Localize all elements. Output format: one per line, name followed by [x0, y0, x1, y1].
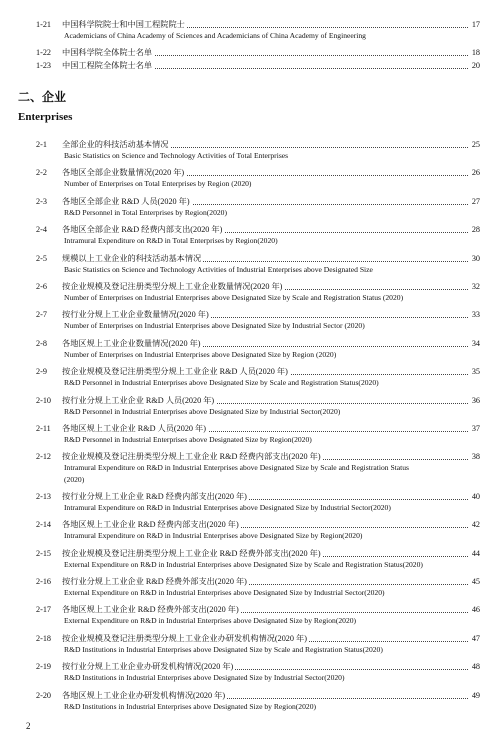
toc-entry-title-en: Number of Enterprises on Total Enterprises by Region (2020): [64, 179, 252, 189]
toc-entry-title-cn: 按行业分规上工业企业 R&D 人员(2020 年): [62, 395, 215, 405]
toc-entry-number: 2-10: [36, 395, 52, 405]
toc-entry-page: 20: [468, 61, 480, 71]
toc-entry: [0, 394, 500, 416]
toc-entry-title-en: Intramural Expenditure on R&D in Industrial Enterprises above Designated Size by Industrial Sector(2020): [64, 502, 391, 512]
toc-entry-page: 47: [468, 634, 480, 644]
toc-entry-number: 2-4: [36, 225, 47, 235]
toc-entry: [0, 422, 500, 444]
toc-entry: [0, 575, 500, 597]
toc-entry: [0, 337, 500, 359]
toc-entry-number: 2-8: [36, 338, 47, 348]
toc-entry-number: 2-20: [36, 690, 52, 700]
toc-entry-title-en: Intramural Expenditure on R&D in Industrial Enterprises above Designated Size by Region(2020): [64, 531, 363, 541]
toc-entry: [0, 59, 500, 71]
toc-entry-page: 37: [468, 424, 480, 434]
toc-entry-number: 2-1: [36, 140, 47, 149]
toc-entry-title-cn: 各地区全部企业 R&D 经费内部支出(2020 年): [62, 225, 223, 235]
toc-entry-title-en: R&D Institutions in Industrial Enterprises above Designated Size by Region(2020): [64, 701, 317, 711]
toc-entry-page: 27: [468, 197, 480, 207]
toc-entry-number: 2-3: [36, 196, 47, 206]
toc-entry-page: 38: [468, 452, 480, 462]
toc-entry-title-en: External Expenditure on R&D in Industrial Enterprises above Designated Size by Industrial Sector(2020): [64, 588, 385, 597]
toc-entry-number: 2-18: [36, 633, 52, 643]
toc-entry-number: 2-12: [36, 452, 52, 462]
toc-entry-number: 2-14: [36, 520, 52, 530]
toc-entry-page: 45: [468, 577, 480, 587]
toc-entry-title-cn: 全部企业的科技活动基本情况: [62, 140, 169, 149]
toc-entry-title-en-continued: (2020): [64, 475, 85, 485]
toc-entry-title-cn: 各地区规上工业企业办研发机构情况(2020 年): [62, 690, 226, 700]
toc-entry-title-cn: 中国科学院全体院士名单: [62, 48, 153, 57]
toc-entry-title-cn: 按行业分规上工业企业 R&D 经费外部支出(2020 年): [62, 577, 247, 586]
toc-entry-number: 2-15: [36, 548, 52, 558]
toc-entry-page: 33: [468, 310, 480, 320]
toc-entry-page: 36: [468, 396, 480, 406]
toc-entry: [0, 195, 500, 217]
toc-entry: [0, 308, 500, 331]
toc-entry-number: 2-19: [36, 662, 52, 672]
toc-entry-page: 32: [468, 282, 480, 292]
toc-entry-title-en: Number of Enterprises on Industrial Enterprises above Designated Size by Industrial Sector (2020): [64, 321, 365, 331]
toc-entry-title-en: R&D Personnel in Industrial Enterprises above Designated Size by Region(2020): [64, 435, 312, 444]
toc-entry: [0, 632, 500, 654]
toc-entry: [0, 490, 500, 512]
toc-entry-title-cn: 各地区全部企业数量情况(2020 年): [62, 168, 185, 178]
toc-entry-page: 25: [468, 140, 480, 150]
toc-entry: [0, 223, 500, 246]
toc-entry: [0, 166, 500, 189]
toc-entry-number: 2-9: [36, 367, 47, 377]
toc-entry-number: 2-5: [36, 253, 47, 263]
toc-entry-title-en: R&D Institutions in Industrial Enterprises above Designated Size by Industrial Sector(2020): [64, 673, 345, 683]
toc-entry-title-cn: 规模以上工业企业的科技活动基本情况: [62, 253, 202, 263]
toc-entry: [0, 689, 500, 711]
toc-entry-number: 2-2: [36, 168, 47, 178]
toc-entry-title-en: Number of Enterprises on Industrial Enterprises above Designated Size by Region (2020): [64, 349, 337, 359]
toc-entry-title-en: R&D Personnel in Industrial Enterprises above Designated Size by Scale and Registration Status(2020): [64, 378, 379, 388]
toc-entry-title-en: Academicians of China Academy of Sciences and Academicians of China Academy of Engineering: [64, 31, 366, 40]
toc-entry-page: 28: [468, 225, 480, 235]
toc-entry-number: 1-21: [36, 20, 52, 29]
toc-entry-title-cn: 按企业规模及登记注册类型分规上工业企业 R&D 人员(2020 年): [62, 367, 288, 377]
toc-entry-title-cn: 中国工程院全体院士名单: [62, 61, 153, 70]
toc-entry-page: 49: [468, 691, 480, 701]
section-title-en: Enterprises: [18, 111, 73, 123]
toc-entry-number: 2-11: [36, 424, 51, 433]
toc-entry-title-cn: 各地区全部企业 R&D 人员(2020 年): [62, 196, 190, 206]
toc-entry-title-cn: 各地区规上工业企业 R&D 经费外部支出(2020 年): [62, 605, 239, 615]
toc-entry-title-en: Number of Enterprises on Industrial Enterprises above Designated Size by Scale and Registration Status (2020): [64, 293, 404, 302]
toc-entry-number: 1-23: [36, 61, 52, 70]
toc-entry-title-en: R&D Personnel in Total Enterprises by Region(2020): [64, 207, 227, 217]
toc-entry: [0, 18, 500, 40]
toc-entry-title-en: R&D Personnel in Industrial Enterprises above Designated Size by Industrial Sector(2020): [64, 406, 341, 416]
toc-entry-number: 2-17: [36, 605, 52, 615]
toc-entry-title-cn: 按行业分规上工业企业 R&D 经费内部支出(2020 年): [62, 491, 247, 501]
toc-entry-page: 48: [468, 662, 480, 672]
toc-entry-title-cn: 各地区规上工业企业数量情况(2020 年): [62, 338, 201, 348]
toc-entry-number: 2-16: [36, 577, 52, 586]
toc-entry-title-en: Basic Statistics on Science and Technology Activities of Total Enterprises: [64, 151, 289, 160]
toc-entry-title-cn: 按企业规模及登记注册类型分规上工业企业办研发机构情况(2020 年): [62, 633, 307, 643]
toc-entry-page: 18: [468, 48, 480, 58]
toc-entry-title-en: Intramural Expenditure on R&D in Total Enterprises by Region(2020): [64, 236, 278, 246]
toc-entry-page: 26: [468, 168, 480, 178]
toc-entry: [0, 365, 500, 388]
section-title-cn: 二、企业: [18, 90, 67, 104]
toc-entry-title-cn: 按企业规模及登记注册类型分规上工业企业 R&D 经费内部支出(2020 年): [62, 452, 321, 462]
toc-entry: [0, 518, 500, 541]
toc-entry-page: 35: [468, 367, 480, 377]
toc-entry-page: 44: [468, 549, 480, 559]
page-number: 2: [26, 721, 31, 731]
toc-entry-title-en: Intramural Expenditure on R&D in Industrial Enterprises above Designated Size by Scale and Registration Status: [64, 463, 410, 473]
toc-entry-title-cn: 按行业分规上工业企业数量情况(2020 年): [62, 310, 209, 320]
toc-entry-page: 17: [468, 20, 480, 30]
toc-entry-title-cn: 各地区规上工业企业 R&D 人员(2020 年): [62, 424, 206, 433]
toc-entry-title-en: External Expenditure on R&D in Industrial Enterprises above Designated Size by Region(2020): [64, 616, 357, 626]
toc-entry-title-cn: 按行业分规上工业企业办研发机构情况(2020 年): [62, 662, 234, 672]
toc-entry: [0, 46, 500, 58]
toc-entry: [0, 280, 500, 302]
toc-entry-title-cn: 按企业规模及登记注册类型分规上工业企业 R&D 经费外部支出(2020 年): [62, 548, 321, 558]
toc-entry: [0, 450, 500, 485]
toc-entry-title-cn: 中国科学院院士和中国工程院院士: [62, 20, 185, 29]
toc-entry-number: 2-6: [36, 282, 47, 291]
toc-entry-title-en: Basic Statistics on Science and Technology Activities of Industrial Enterprises above Designated Size: [64, 264, 373, 274]
toc-entry-page: 46: [468, 605, 480, 615]
toc-entry-page: 40: [468, 492, 480, 502]
toc-entry-title-cn: 按企业规模及登记注册类型分规上工业企业数量情况(2020 年): [62, 282, 283, 291]
toc-entry: [0, 603, 500, 626]
toc-entry: [0, 138, 500, 160]
toc-entry-number: 2-7: [36, 310, 47, 320]
toc-entry-number: 1-22: [36, 48, 52, 57]
toc-entry-page: 42: [468, 520, 480, 530]
toc-entry: [0, 547, 500, 569]
toc-entry-title-cn: 各地区规上工业企业 R&D 经费内部支出(2020 年): [62, 520, 239, 530]
toc-entry-number: 2-13: [36, 491, 52, 501]
toc-entry-title-en: External Expenditure on R&D in Industrial Enterprises above Designated Size by Scale and Registration Status(2020): [64, 559, 423, 569]
toc-entry-page: 34: [468, 339, 480, 349]
toc-entry: [0, 660, 500, 683]
toc-entry-title-en: R&D Institutions in Industrial Enterprises above Designated Size by Scale and Registration Status(2020): [64, 644, 383, 654]
toc-entry: [0, 252, 500, 274]
toc-entry-page: 30: [468, 254, 480, 264]
